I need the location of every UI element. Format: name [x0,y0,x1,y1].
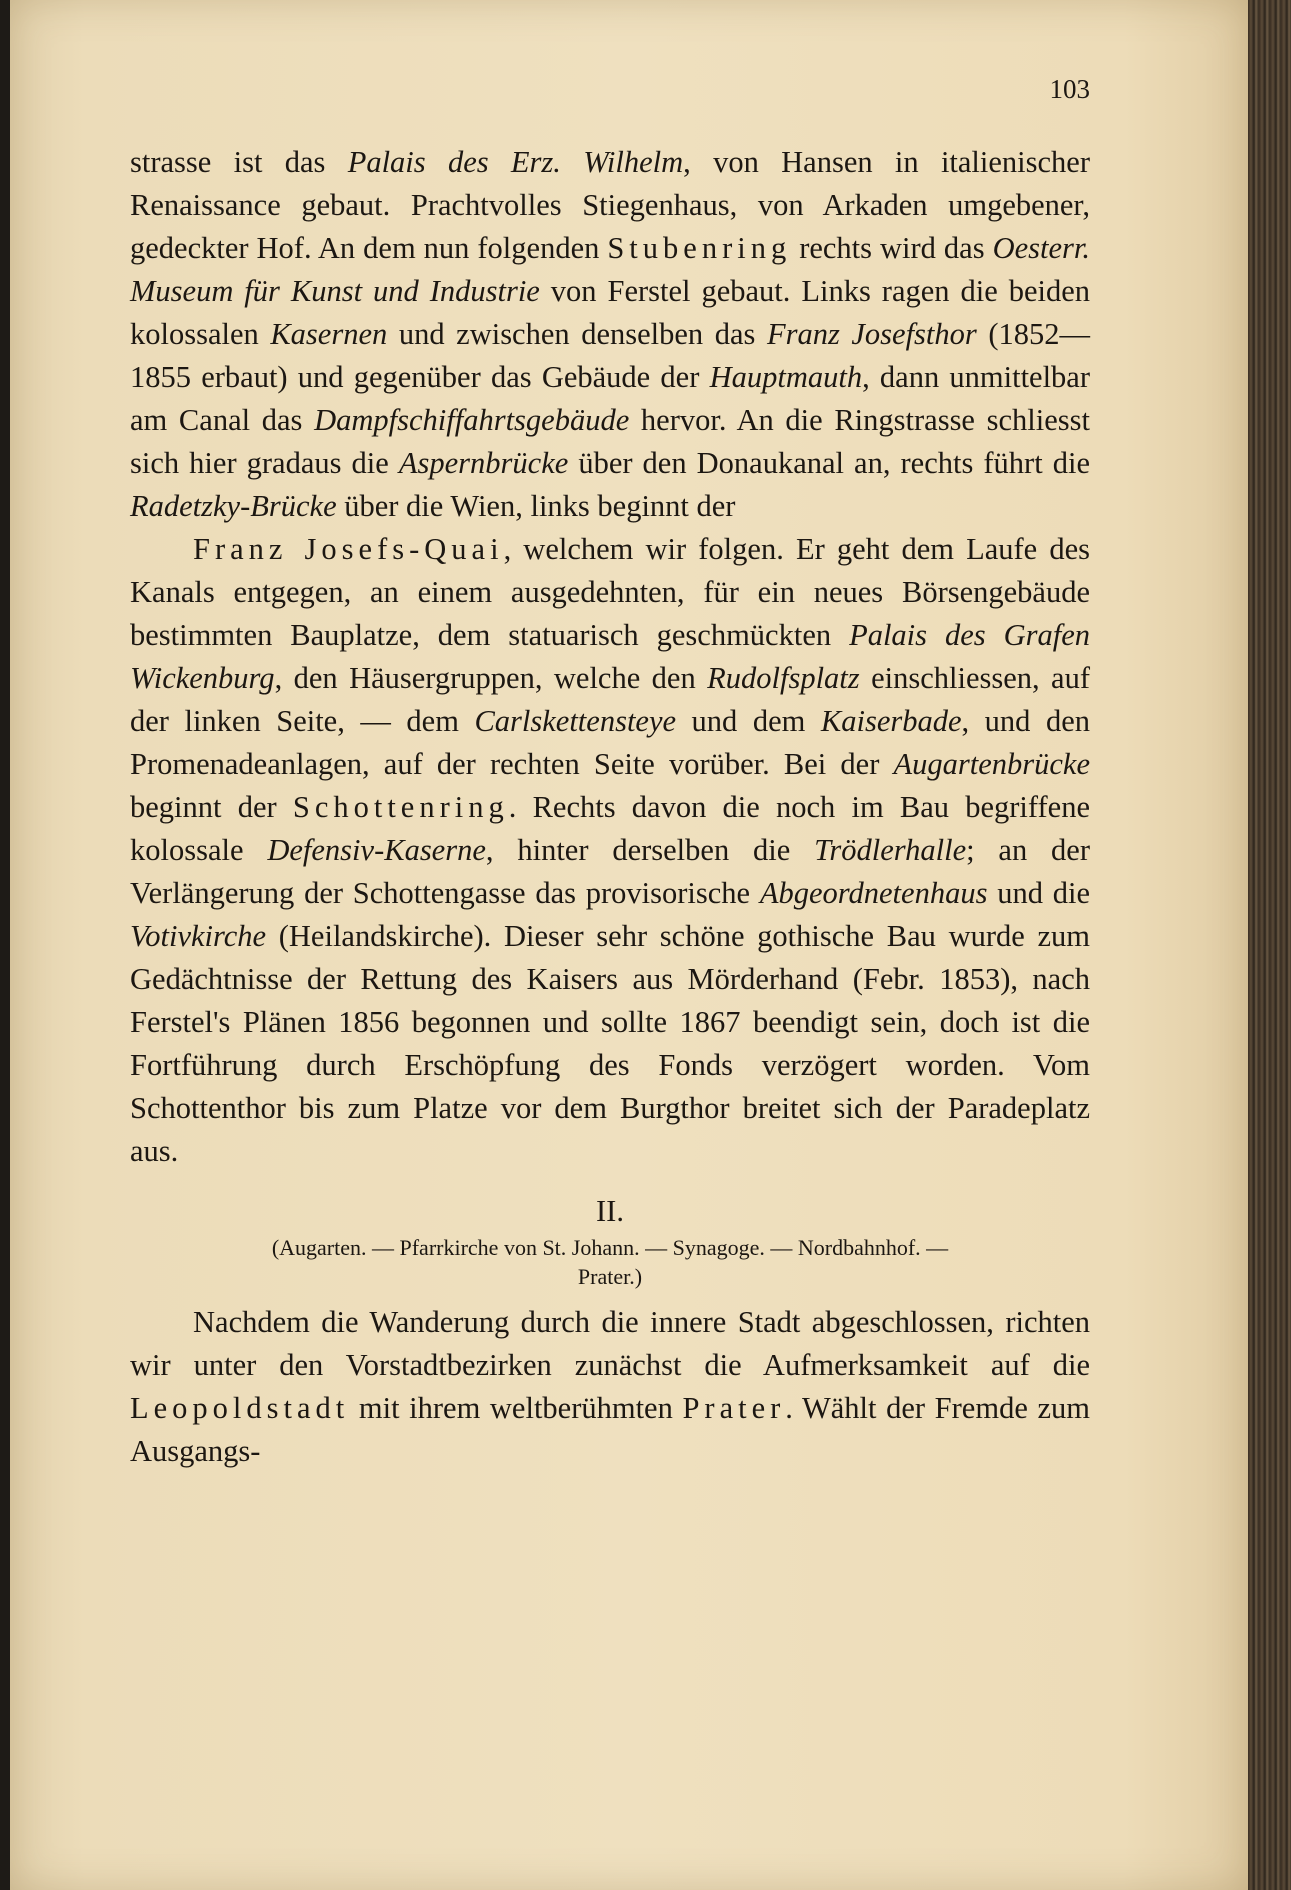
italic-term: Oesterr. Museum für Kunst und Industrie [130,231,1090,308]
text-run: , den Häusergruppen, welche den [274,661,708,695]
text-run: und dem [676,704,821,738]
spaced-term: Prater [682,1391,786,1425]
italic-term: Carlskettensteye [474,704,677,738]
text-run: beginnt der [130,790,293,824]
italic-term: Radetzky-Brücke [130,489,337,523]
text-run: , welchem wir folgen. Er geht dem Laufe des Kanals entgegen, an einem ausgedehnten, für ein neues Börsengebäude bestimmten Bauplatze, dem statuarisch geschmückten [130,532,1090,652]
spaced-term: Schottenring [292,790,509,824]
paragraph-3 [130,1301,1090,1473]
italic-term: Dampfschiffahrtsgebäude [314,403,630,437]
book-page-edges [1248,0,1291,1890]
spaced-term: Franz Josefs-Quai [193,532,504,566]
italic-term: Palais des Grafen Wickenburg [130,618,1091,695]
page-body [130,141,1090,1473]
italic-term: Rudolfsplatz [707,661,860,695]
italic-term: Trödlerhalle [814,833,967,867]
paragraph-1 [130,141,1090,528]
book-page [10,0,1248,1890]
section-contents-line-2: Prater.) [577,1264,643,1289]
italic-term: Kasernen [270,317,388,351]
spaced-term: Stubenring [607,231,792,265]
text-run: , von Hansen in italienischer Renaissance gebaut. Prachtvolles Stiegenhaus, von Arkaden umgebener, gedeckter Hof. An dem nun folgenden [130,145,1090,265]
text-run: strasse ist das [130,145,348,179]
text-run: ; an der Verlängerung der Schottengasse das provisorische [130,833,1090,910]
paragraph-2 [130,528,1090,1173]
text-run: und die [987,876,1090,910]
text-run: (1852—1855 erbaut) und gegenüber das Gebäude der [130,317,1091,394]
italic-term: Hauptmauth [709,360,863,394]
spaced-term: Leopoldstadt [130,1391,350,1425]
text-run: von Ferstel gebaut. Links ragen die beiden kolossalen [130,274,1091,351]
section-contents [130,1233,1090,1291]
italic-term: Abgeordnetenhaus [759,876,988,910]
italic-term: Kaiserbade [820,704,962,738]
text-run: mit ihrem weltberühmten [349,1391,683,1425]
text-run: . Wählt der Fremde zum Ausgangs- [130,1391,1090,1468]
text-run: , und den Promenadeanlagen, auf der rechten Seite vorüber. Bei der [130,704,1090,781]
text-run: , hinter derselben die [485,833,815,867]
italic-term: Votivkirche [130,919,267,953]
page-number: 103 [1049,74,1090,104]
text-run: (Heilandskirche). Dieser sehr schöne gothische Bau wurde zum Gedächtnisse der Rettung des Kaisers aus Mörderhand (Febr. 1853), nach Ferstel's Plänen 1856 begonnen und sollte 1867 beendigt sein, doch ist die Fortführung durch Erschöpfung des Fonds verzögert worden. Vom Schottenthor bis zum Platze vor dem Burgthor breitet sich der Paradeplatz aus. [130,919,1090,1168]
text-run: , dann unmittelbar am Canal das [130,360,1091,437]
text-run: einschliessen, auf der linken Seite, — dem [130,661,1090,738]
text-run: rechts wird das [791,231,993,265]
italic-term: Aspernbrücke [398,446,569,480]
text-run: über die Wien, links beginnt der [336,489,736,523]
text-run: über den Donaukanal an, rechts führt die [568,446,1090,480]
text-run: . Rechts davon die noch im Bau begriffene kolossale [130,790,1090,867]
italic-term: Augartenbrücke [893,747,1090,781]
section-heading: II. [596,1194,624,1228]
text-run: und zwischen denselben das [387,317,767,351]
italic-term: Franz Josefsthor [766,317,977,351]
italic-term: Palais des Erz. Wilhelm [347,145,684,179]
text-run: Nachdem die Wanderung durch die innere Stadt abgeschlossen, richten wir unter den Vorstadtbezirken zunächst die Aufmerksamkeit auf die [130,1305,1090,1382]
italic-term: Defensiv-Kaserne [267,833,486,867]
section-contents-line-1: (Augarten. — Pfarrkirche von St. Johann. — Synagoge. — Nordbahnhof. — [271,1235,949,1260]
text-run: hervor. An die Ringstrasse schliesst sich hier gradaus die [130,403,1091,480]
